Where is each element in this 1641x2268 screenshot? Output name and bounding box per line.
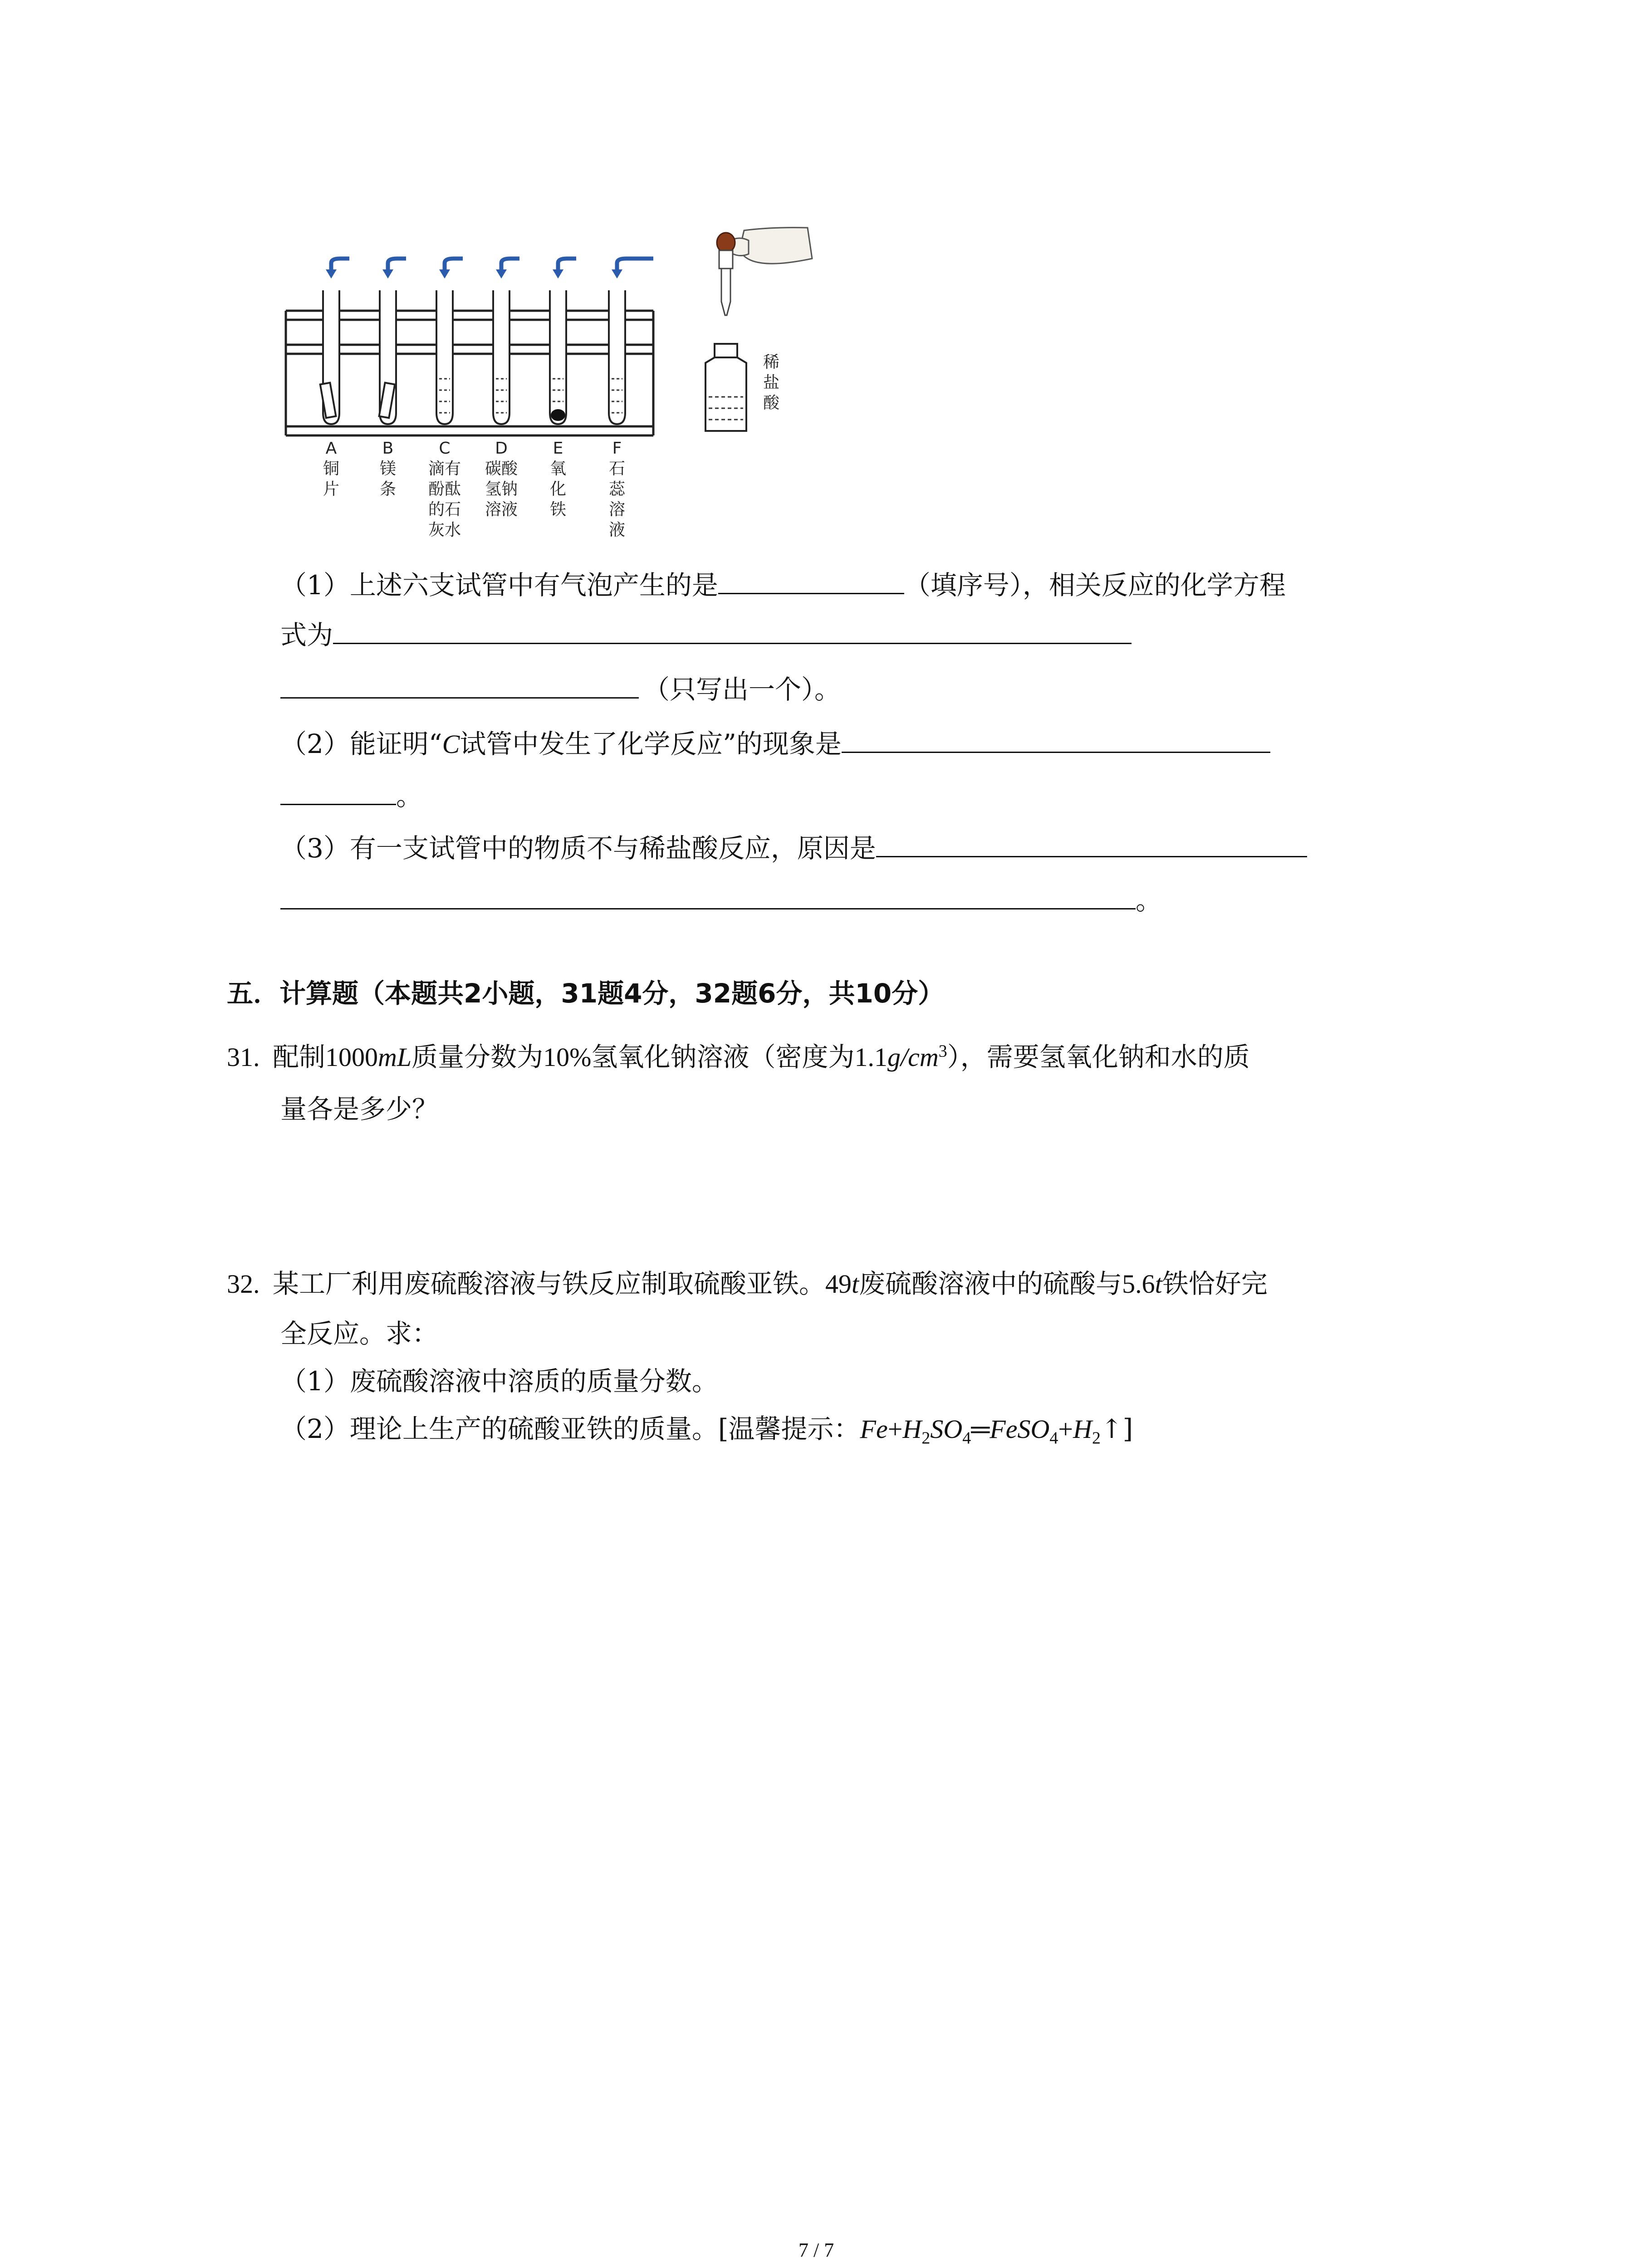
- svg-text:铜: 铜: [323, 459, 340, 478]
- answer-blank[interactable]: [280, 672, 639, 699]
- svg-text:滴有: 滴有: [428, 459, 461, 478]
- svg-text:碳酸: 碳酸: [485, 459, 518, 478]
- svg-text:蕊: 蕊: [608, 480, 626, 499]
- answer-blank[interactable]: [842, 726, 1270, 753]
- chemical-equation: $Fe+H_2SO_4═FeSO_4+H_2↑$]: [860, 1413, 1133, 1448]
- svg-text:溶: 溶: [608, 500, 626, 519]
- answer-blank[interactable]: [333, 617, 1132, 644]
- label-a-letter: A: [325, 439, 337, 458]
- svg-text:酚酞: 酚酞: [428, 480, 461, 499]
- answer-blank[interactable]: [876, 831, 1307, 857]
- q30-part1-line2: 式为: [280, 617, 1132, 653]
- q30-part2-line2: 。: [280, 778, 422, 814]
- svg-text:溶液: 溶液: [485, 500, 518, 519]
- label-d-letter: D: [495, 439, 508, 458]
- svg-text:灰水: 灰水: [428, 521, 461, 539]
- q30-part2-line1: （2）能证明“C试管中发生了化学反应”的现象是: [280, 726, 1270, 763]
- svg-text:片: 片: [323, 480, 340, 499]
- tube-f: [609, 290, 625, 424]
- gas-arrow-icon: ↑: [1100, 1413, 1123, 1444]
- svg-text:氧: 氧: [549, 459, 567, 478]
- question-number: 31.: [227, 1042, 260, 1072]
- arrow-b: [388, 259, 406, 271]
- q32-line1: 32. 某工厂利用废硫酸溶液与铁反应制取硫酸亚铁。49t废硫酸溶液中的硫酸与5.6t铁恰好完: [227, 1268, 1268, 1299]
- arrow-d: [501, 259, 519, 271]
- q30-part1-line1: （1）上述六支试管中有气泡产生的是 （填序号），相关反应的化学方程: [280, 567, 1286, 603]
- dropper-bulb: [717, 233, 735, 253]
- label-e-letter: E: [553, 439, 563, 458]
- pour-arrows: [331, 259, 653, 271]
- q30-part3-line2: 。: [280, 882, 1162, 919]
- answer-blank[interactable]: [280, 778, 396, 805]
- answer-blank[interactable]: [280, 883, 1136, 909]
- q32-line2: 全反应。求：: [280, 1318, 439, 1349]
- q30-part1-line3: （只写出一个）。: [280, 671, 841, 708]
- tube-d: [493, 290, 509, 424]
- page-number: 7 / 7: [798, 2239, 834, 2261]
- answer-blank[interactable]: [718, 567, 904, 594]
- q30-part3-line1: （3）有一支试管中的物质不与稀盐酸反应，原因是: [280, 830, 1307, 866]
- hand-dropper: [730, 228, 812, 264]
- iron-oxide-powder: [551, 409, 565, 421]
- arrow-c: [445, 259, 463, 271]
- arrow-e: [558, 259, 576, 271]
- tube-e: [550, 290, 566, 424]
- bottle-label: [763, 353, 780, 412]
- dropper: [719, 250, 733, 315]
- q31-line2: 量各是多少？: [280, 1094, 439, 1124]
- section-title: 五．计算题（本题共2小题，31题4分，32题6分，共10分）: [227, 978, 945, 1009]
- svg-text:稀: 稀: [763, 353, 780, 371]
- svg-text:酸: 酸: [763, 394, 780, 412]
- label-b-letter: B: [382, 439, 394, 458]
- svg-text:镁: 镁: [379, 459, 397, 478]
- q32-sub2: （2）理论上生产的硫酸亚铁的质量。[温馨提示：$Fe+H_2SO_4═FeSO_4+H_2↑$]: [280, 1413, 1133, 1448]
- q32-sub1: （1）废硫酸溶液中溶质的质量分数。: [280, 1366, 718, 1397]
- tube-labels: [323, 439, 626, 539]
- svg-text:的石: 的石: [428, 500, 461, 519]
- apparatus-svg: [272, 222, 844, 567]
- svg-text:化: 化: [549, 480, 567, 499]
- svg-text:条: 条: [379, 480, 397, 499]
- q31-line1: 31. 配制1000mL质量分数为10%氢氧化钠溶液（密度为$1.1g/cm^3$），需要氢氧化钠和水的质: [227, 1041, 1250, 1072]
- svg-text:氢钠: 氢钠: [485, 480, 518, 499]
- svg-text:石: 石: [608, 459, 626, 478]
- svg-text:铁: 铁: [549, 500, 567, 519]
- question-number: 32.: [227, 1269, 260, 1299]
- acid-bottle: [705, 344, 746, 431]
- label-c-letter: C: [439, 439, 451, 458]
- label-f-letter: F: [612, 439, 622, 458]
- tube-c: [436, 290, 453, 424]
- svg-text:盐: 盐: [763, 373, 780, 392]
- arrow-f: [617, 259, 653, 271]
- svg-text:液: 液: [608, 521, 626, 539]
- apparatus-figure: [272, 222, 844, 567]
- arrow-a: [331, 259, 349, 271]
- tube-rack: [286, 311, 653, 435]
